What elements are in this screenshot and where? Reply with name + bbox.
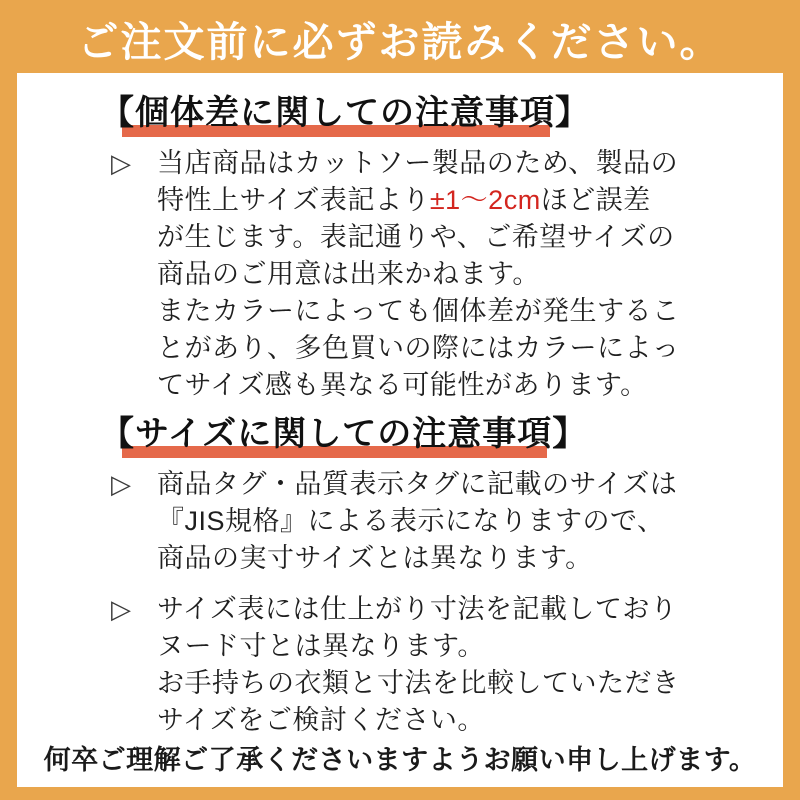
bullet-text: [157, 145, 680, 404]
triangle-bullet-icon: ▷: [111, 148, 131, 178]
bullet-text: [157, 591, 680, 739]
text-line: [157, 182, 680, 219]
section-heading-text: 【個体差に関しての注意事項】: [100, 89, 590, 137]
tolerance-value: ±1〜2cm: [429, 185, 541, 215]
text-line: [157, 219, 680, 256]
text-line: [157, 367, 680, 404]
triangle-bullet-icon: ▷: [111, 594, 131, 624]
text-line: [157, 466, 677, 503]
text-segment: ヌード寸とは異なります。: [157, 631, 485, 661]
text-line: [157, 503, 677, 540]
text-segment: 『JIS規格』による表示になりますので、: [157, 506, 665, 536]
text-segment: 特性上サイズ表記より: [157, 185, 430, 215]
text-line: [157, 540, 677, 577]
content-panel: [17, 73, 783, 787]
bullet-text: [157, 466, 677, 577]
text-line: [157, 665, 680, 702]
text-line: [157, 628, 680, 665]
section-heading-individual-differences: [100, 89, 783, 137]
bullet-item-finished-measurements: [111, 591, 783, 739]
text-segment: ほど誤差: [540, 185, 651, 215]
text-segment: お手持ちの衣類と寸法を比較していただき: [157, 668, 680, 698]
text-segment: 商品のご用意は出来かねます。: [157, 259, 540, 289]
text-line: [157, 330, 680, 367]
text-line: [157, 591, 680, 628]
text-segment: とがあり、多色買いの際にはカラーによっ: [157, 333, 680, 363]
section-heading-text: 【サイズに関しての注意事項】: [100, 410, 587, 458]
text-segment: またカラーによっても個体差が発生するこ: [157, 296, 680, 326]
text-segment: 商品タグ・品質表示タグに記載のサイズは: [157, 469, 678, 499]
page-title: ご注文前に必ずお読みください。: [77, 19, 723, 65]
bullet-item-jis-standard: [111, 466, 783, 577]
text-segment: が生じます。表記通りや、ご希望サイズの: [157, 222, 675, 252]
section-heading-size: [100, 410, 783, 458]
text-line: [157, 145, 680, 182]
text-line: [157, 293, 680, 330]
text-segment: 当店商品はカットソー製品のため、製品の: [157, 148, 679, 178]
footer-note: 何卒ご理解ご了承くださいますようお願い申し上げます。: [43, 745, 757, 775]
text-line: [157, 256, 680, 293]
text-line: [157, 702, 680, 739]
text-segment: てサイズ感も異なる可能性があります。: [157, 370, 648, 400]
text-segment: サイズ表には仕上がり寸法を記載しており: [157, 594, 678, 624]
text-segment: サイズをご検討ください。: [157, 705, 485, 735]
triangle-bullet-icon: ▷: [111, 469, 131, 499]
title-band: [0, 0, 800, 73]
bullet-item-tolerance: [111, 145, 783, 404]
text-segment: 商品の実寸サイズとは異なります。: [157, 543, 593, 573]
